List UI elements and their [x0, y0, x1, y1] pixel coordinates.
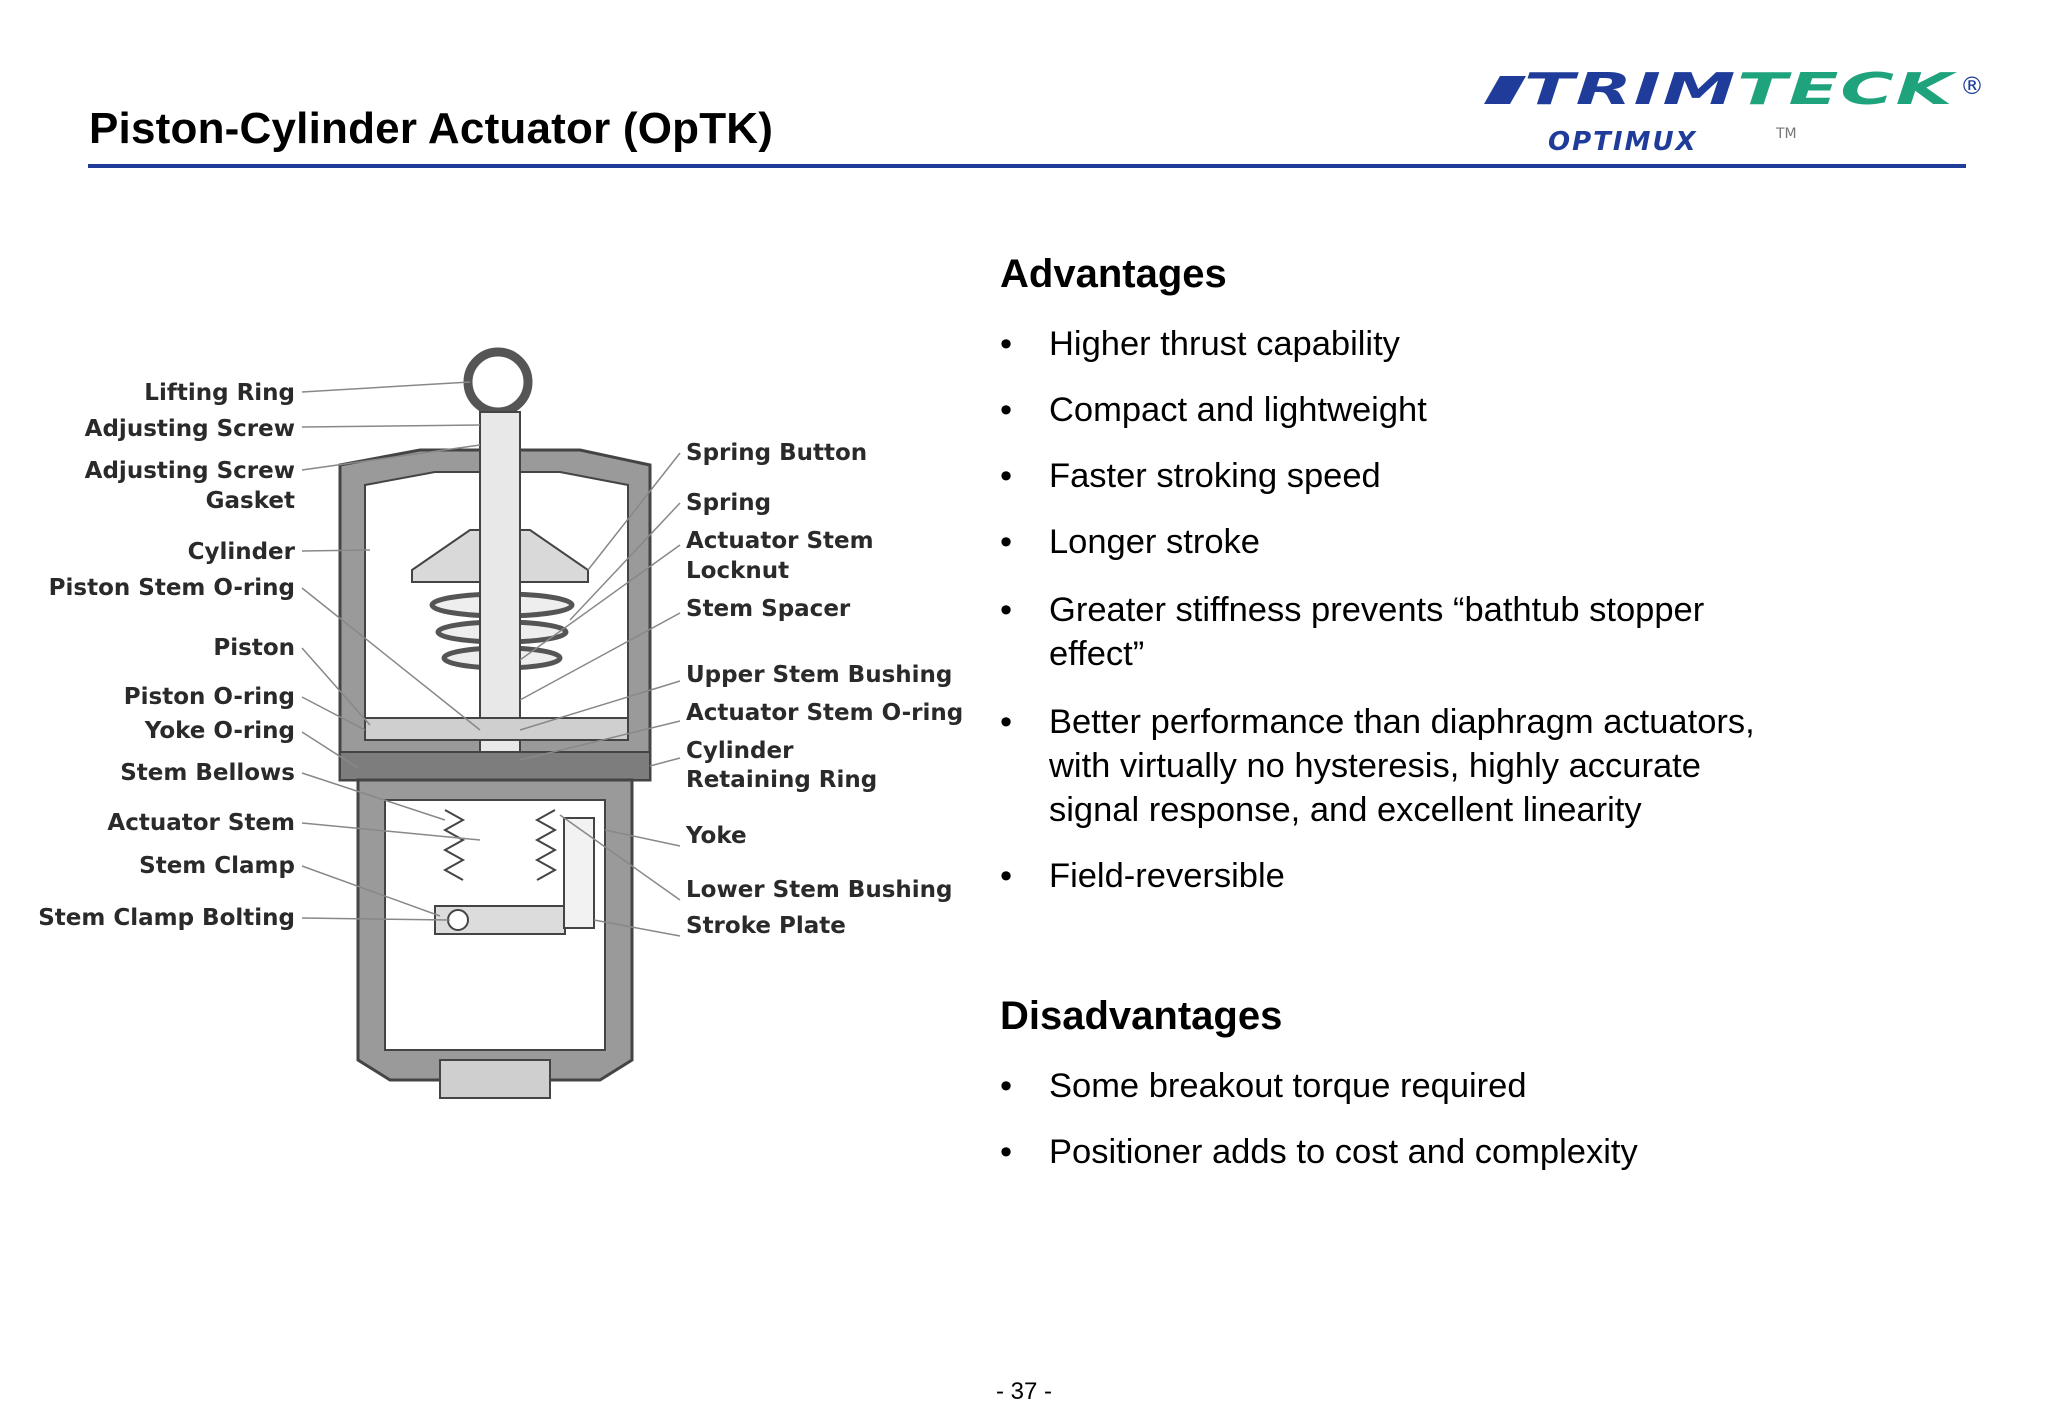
- list-item: • Positioner adds to cost and complexity: [1000, 1133, 1638, 1171]
- label-stem-clamp-bolting: Stem Clamp Bolting: [38, 905, 295, 931]
- label-piston-o-ring: Piston O-ring: [123, 684, 295, 710]
- label-adjusting-screw-gasket-2: Gasket: [205, 488, 295, 514]
- logo-slash-mark: [1484, 76, 1526, 104]
- stem-clamp-bolting: [448, 910, 468, 930]
- label-upper-stem-bushing: Upper Stem Bushing: [686, 662, 953, 688]
- label-spring-button: Spring Button: [686, 440, 868, 466]
- label-piston-stem-o-ring: Piston Stem O-ring: [48, 575, 295, 601]
- left-labels: [38, 380, 295, 931]
- page-number: - 37 -: [995, 1378, 1052, 1405]
- label-adjusting-screw-gasket-1: Adjusting Screw: [84, 458, 295, 484]
- retaining-ring: [340, 752, 650, 780]
- label-stroke-plate: Stroke Plate: [686, 913, 846, 939]
- disadvantages-heading: Disadvantages: [1000, 994, 1283, 1038]
- advantages-heading: Advantages: [1000, 252, 1227, 296]
- label-lower-stem-bushing: Lower Stem Bushing: [686, 877, 953, 903]
- list-item: • Faster stroking speed: [1000, 457, 1381, 495]
- title-rule: [88, 164, 1966, 168]
- list-item: • Field-reversible: [1000, 857, 1285, 895]
- label-cylinder: Cylinder: [187, 539, 295, 565]
- label-actuator-stem-locknut-2: Locknut: [686, 558, 790, 584]
- label-adjusting-screw: Adjusting Screw: [84, 416, 295, 442]
- label-yoke-o-ring: Yoke O-ring: [144, 718, 295, 744]
- logo-sub-text: OPTIMUX: [1548, 127, 1698, 157]
- yoke-base: [440, 1060, 550, 1098]
- list-item: • Compact and lightweight: [1000, 391, 1427, 429]
- piston: [365, 718, 628, 740]
- label-piston: Piston: [213, 635, 295, 661]
- stroke-plate: [564, 818, 594, 928]
- label-actuator-stem-o-ring: Actuator Stem O-ring: [686, 700, 964, 726]
- trimteck-optimux-logo: [1480, 64, 1984, 166]
- label-lifting-ring: Lifting Ring: [144, 380, 295, 406]
- list-item: • Some breakout torque required: [1000, 1067, 1527, 1105]
- label-stem-spacer: Stem Spacer: [686, 596, 851, 622]
- actuator-diagram: [38, 320, 964, 1100]
- list-item: • Higher thrust capability: [1000, 325, 1400, 363]
- label-stem-bellows: Stem Bellows: [120, 760, 295, 786]
- actuator-stem: [480, 412, 520, 802]
- label-cylinder-retaining-ring-2: Retaining Ring: [686, 767, 878, 793]
- logo-tm-mark: TM: [1776, 126, 1797, 142]
- label-yoke: Yoke: [686, 823, 747, 849]
- list-item: • Longer stroke: [1000, 523, 1260, 561]
- label-actuator-stem: Actuator Stem: [107, 810, 295, 836]
- lifting-ring: [468, 352, 528, 412]
- right-labels: [685, 440, 963, 939]
- logo-registered-mark: ®: [1960, 72, 1984, 100]
- label-spring: Spring: [686, 490, 772, 516]
- label-actuator-stem-locknut-1: Actuator Stem: [686, 528, 874, 554]
- slide-title: Piston-Cylinder Actuator (OpTK): [89, 104, 774, 153]
- actuator-drawing: [340, 352, 650, 1098]
- list-item: • Greater stiffness prevents “bathtub stopper effect”: [1000, 591, 1705, 673]
- logo-trim-text: TRIM TECK: [1524, 64, 1868, 115]
- label-stem-clamp: Stem Clamp: [139, 853, 295, 879]
- list-item: • Better performance than diaphragm actuators, with virtually no hysteresis, highly accurate signal response, and excellent linearity: [1000, 703, 1755, 829]
- label-cylinder-retaining-ring-1: Cylinder: [686, 738, 794, 764]
